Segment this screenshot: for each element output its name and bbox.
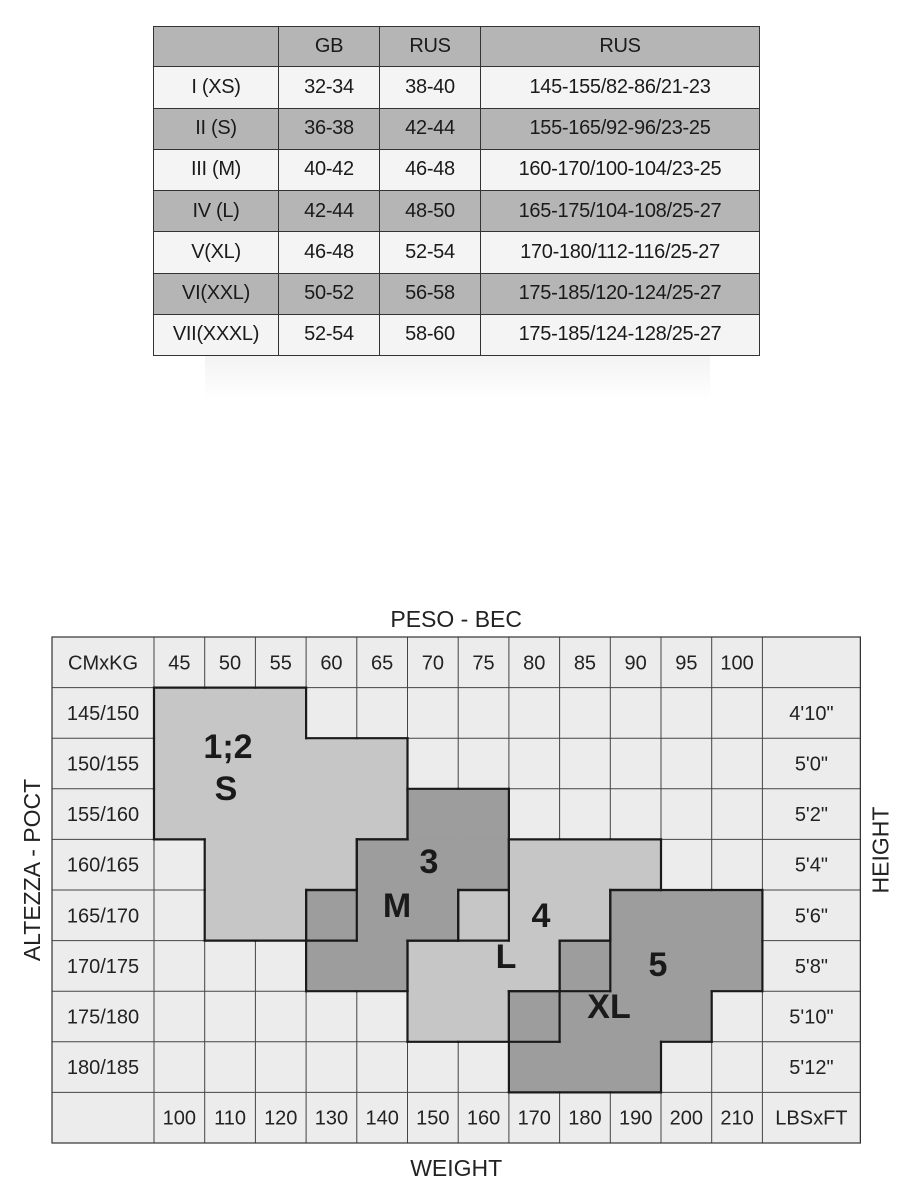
zone-cell-fill — [307, 840, 357, 890]
table-cell: 42-44 — [279, 191, 380, 232]
zone-cell-fill — [357, 840, 407, 890]
table-cell: 56-58 — [380, 274, 481, 315]
table-cell: III (M) — [153, 150, 279, 191]
table-cell: 38-40 — [380, 67, 481, 108]
zone-cell-fill — [662, 992, 712, 1042]
table-cell: VI(XXL) — [153, 274, 279, 315]
weight-lbs-label: 120 — [264, 1107, 298, 1130]
zone-letter-label: M — [382, 887, 412, 925]
zone-cell-fill — [712, 891, 762, 941]
zone-cell-fill — [408, 891, 458, 941]
zone-number-label: 5 — [648, 946, 668, 984]
table-cell: I (XS) — [153, 67, 279, 108]
weight-kg-label: 55 — [269, 652, 292, 675]
axis-label-right: HEIGHT — [867, 806, 894, 894]
zone-cell-fill — [307, 941, 357, 991]
zone-cell-fill — [560, 891, 610, 941]
zone-cell-fill — [459, 840, 509, 890]
chart-title-top: PESO - BEC — [390, 606, 523, 632]
height-cm-label: 145/150 — [66, 702, 140, 725]
table-cell: 32-34 — [279, 67, 380, 108]
height-cm-label: 170/175 — [66, 955, 140, 978]
weight-lbs-label: 190 — [618, 1107, 653, 1130]
zone-cell-fill — [357, 941, 407, 991]
table-cell: IV (L) — [153, 191, 279, 232]
zone-cell-fill — [256, 891, 306, 941]
header-cell: GB — [279, 26, 380, 67]
table-cell: 58-60 — [380, 315, 481, 356]
header-cell: RUS — [380, 26, 481, 67]
header-cell: RUS — [481, 26, 760, 67]
zone-cell-fill — [459, 891, 509, 941]
weight-kg-label: 50 — [218, 652, 242, 675]
height-ft-label: 5'10" — [789, 1006, 834, 1029]
height-cm-label: 160/165 — [66, 854, 140, 877]
zone-cell-fill — [459, 789, 509, 839]
height-cm-label: 175/180 — [66, 1006, 140, 1029]
zone-number-label: 1;2 — [203, 728, 253, 766]
zone-cell-fill — [357, 789, 407, 839]
zone-cell-fill — [307, 789, 357, 839]
table-cell: 160-170/100-104/23-25 — [481, 150, 760, 191]
zone-cell-fill — [408, 941, 458, 991]
weight-lbs-label: 130 — [314, 1107, 349, 1130]
height-ft-label: 5'8" — [794, 955, 828, 978]
chart-title-bottom: WEIGHT — [410, 1155, 503, 1181]
zone-letter-label: L — [495, 938, 517, 976]
table-cell: 165-175/104-108/25-27 — [481, 191, 760, 232]
weight-kg-label: 100 — [720, 652, 754, 675]
corner-label-bottom: LBSxFT — [775, 1107, 848, 1130]
weight-lbs-label: 150 — [416, 1107, 450, 1130]
zone-letter-label: XL — [587, 988, 631, 1026]
weight-kg-label: 60 — [320, 652, 343, 675]
table-cell: 50-52 — [279, 274, 380, 315]
zone-cell-fill — [712, 941, 762, 991]
zone-cell-fill — [155, 688, 205, 738]
zone-cell-fill — [662, 891, 712, 941]
height-ft-label: 5'4" — [794, 854, 828, 877]
zone-cell-fill — [509, 992, 559, 1042]
zone-cell-fill — [357, 739, 407, 789]
weight-kg-label: 75 — [472, 652, 495, 675]
table-cell: 46-48 — [380, 150, 481, 191]
table-cell: 52-54 — [279, 315, 380, 356]
weight-kg-label: 90 — [624, 652, 647, 675]
zone-cell-fill — [408, 789, 458, 839]
zone-cell-fill — [509, 1042, 559, 1092]
table-cell: V(XL) — [153, 232, 279, 273]
height-cm-label: 165/170 — [66, 905, 140, 928]
table-cell: 48-50 — [380, 191, 481, 232]
zone-cell-fill — [256, 840, 306, 890]
zone-cell-fill — [307, 891, 357, 941]
table-cell: 170-180/112-116/25-27 — [481, 232, 760, 273]
table-cell: 52-54 — [380, 232, 481, 273]
height-ft-label: 5'2" — [794, 804, 828, 827]
weight-kg-label: 85 — [573, 652, 597, 675]
weight-lbs-label: 200 — [669, 1107, 704, 1130]
weight-kg-label: 80 — [523, 652, 546, 675]
height-cm-label: 150/155 — [66, 753, 140, 776]
zone-cell-fill — [205, 840, 255, 890]
weight-kg-label: 65 — [371, 652, 394, 675]
weight-lbs-label: 140 — [365, 1107, 399, 1130]
zone-cell-fill — [155, 739, 205, 789]
corner-label: CMxKG — [68, 652, 138, 675]
table-cell: 42-44 — [380, 109, 481, 150]
zone-cell-fill — [408, 992, 458, 1042]
zone-cell-fill — [256, 739, 306, 789]
height-cm-label: 155/160 — [66, 804, 140, 827]
weight-lbs-label: 210 — [720, 1107, 754, 1130]
weight-lbs-label: 180 — [568, 1107, 602, 1130]
weight-lbs-label: 170 — [517, 1107, 551, 1130]
zone-cell-fill — [509, 840, 559, 890]
zone-letter-label: S — [214, 770, 238, 808]
table-cell: 36-38 — [279, 109, 380, 150]
zone-cell-fill — [205, 891, 255, 941]
table-cell: 46-48 — [279, 232, 380, 273]
height-ft-label: 5'6" — [794, 905, 828, 928]
axis-label-left: ALTEZZA - POCT — [19, 778, 45, 962]
zone-cell-fill — [509, 941, 559, 991]
table-cell: II (S) — [153, 109, 279, 150]
height-ft-label: 4'10" — [789, 702, 834, 725]
table-cell: 175-185/124-128/25-27 — [481, 315, 760, 356]
table-cell: 155-165/92-96/23-25 — [481, 109, 760, 150]
weight-lbs-label: 100 — [162, 1107, 197, 1130]
weight-kg-label: 95 — [675, 652, 698, 675]
table-cell: VII(XXXL) — [153, 315, 279, 356]
zone-cell-fill — [307, 739, 357, 789]
table-cell: 40-42 — [279, 150, 380, 191]
zone-cell-fill — [662, 941, 712, 991]
weight-lbs-label: 110 — [214, 1107, 246, 1130]
zone-cell-fill — [560, 1042, 610, 1092]
zone-number-label: 3 — [419, 843, 439, 881]
weight-lbs-label: 160 — [466, 1107, 501, 1130]
zone-cell-fill — [256, 789, 306, 839]
zone-cell-fill — [611, 840, 661, 890]
zone-cell-fill — [611, 891, 661, 941]
height-cm-label: 180/185 — [66, 1057, 140, 1080]
zone-cell-fill — [256, 688, 306, 738]
table-cell: 175-185/120-124/25-27 — [481, 274, 760, 315]
table-cell: 145-155/82-86/21-23 — [481, 67, 760, 108]
height-ft-label: 5'12" — [789, 1057, 834, 1080]
zone-cell-fill — [459, 992, 509, 1042]
zone-cell-fill — [560, 840, 610, 890]
height-ft-label: 5'0" — [794, 753, 828, 776]
zone-cell-fill — [611, 1042, 661, 1092]
zone-cell-fill — [155, 789, 205, 839]
zone-number-label: 4 — [531, 897, 551, 935]
weight-kg-label: 45 — [168, 652, 191, 675]
zone-cell-fill — [560, 941, 610, 991]
weight-kg-label: 70 — [421, 652, 444, 675]
